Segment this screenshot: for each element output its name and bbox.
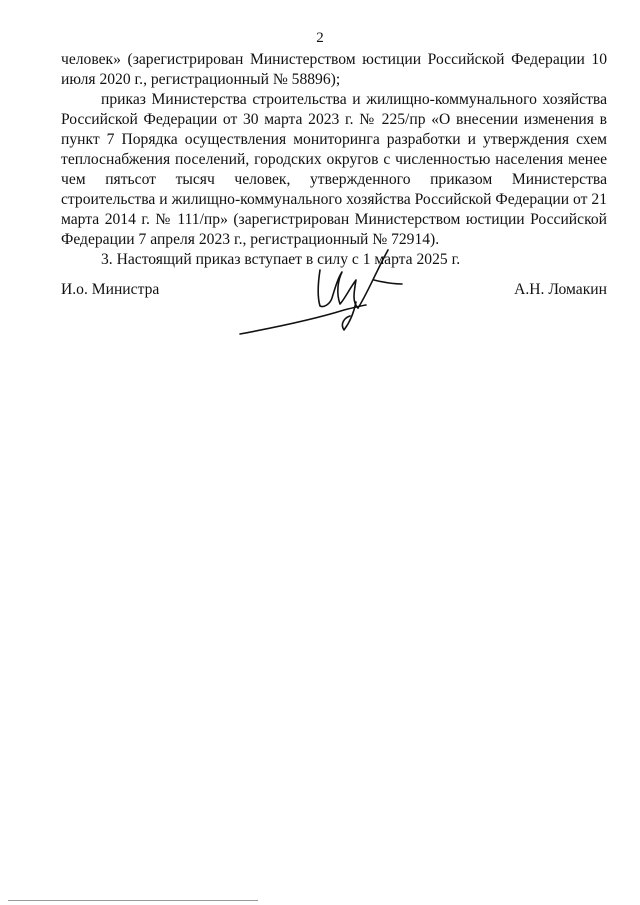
- paragraph-continuation: человек» (зарегистрирован Министерством юстиции Российской Федерации 10 июля 2020 г., регистрационный № 58896);: [61, 51, 607, 88]
- signatory-name: А.Н. Ломакин: [514, 281, 607, 298]
- page-number: 2: [316, 30, 324, 46]
- signatory-role: И.о. Министра: [61, 281, 160, 298]
- paragraph-effective-date: 3. Настоящий приказ вступает в силу с 1 марта 2025 г.: [101, 251, 461, 268]
- handwritten-signature: [232, 238, 412, 348]
- scan-edge-line: [8, 900, 258, 901]
- document-body: [61, 50, 607, 270]
- paragraph-order-reference: приказ Министерства строительства и жилищно-коммунального хозяйства Российской Федерации от 30 марта 2023 г. № 225/пр «О внесении изменения в пункт 7 Порядка осуществления мониторинга разработки и утверждения схем теплоснабжения поселений, городских округов с численностью населения менее чем пятьсот тысяч человек, утвержденного приказом Министерства строительства и жилищно-коммунального хозяйства Российской Федерации от 21 марта 2014 г. № 111/пр» (зарегистрирован Министерством юстиции Российской Федерации 7 апреля 2023 г., регистрационный № 72914).: [61, 91, 607, 248]
